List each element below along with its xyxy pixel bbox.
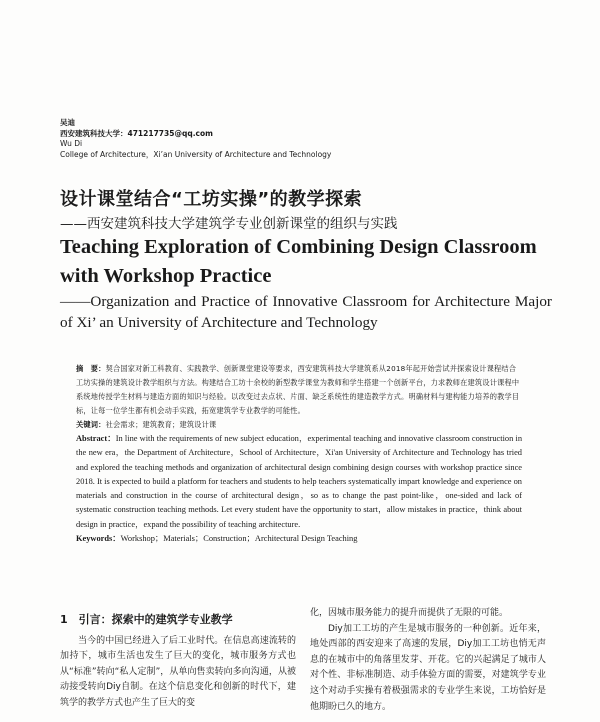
keywords-cn-label: 关键词： bbox=[76, 420, 106, 429]
body-paragraph: 当今的中国已经进入了后工业时代。在信息高速流转的加持下，城市生活也发生了巨大的变化，城市服务方式也从“标准”转向“私人定制”，从单向售卖转向多向沟通，从被动接受转向Diy自制。在这个信息变化和创新的时代下，建筑学的教学方式也产生了巨大的变 bbox=[60, 635, 296, 708]
body-paragraph-continued: 化，因城市服务能力的提升而提供了无限的可能。 bbox=[310, 608, 509, 618]
keywords-cn bbox=[76, 418, 522, 432]
body-column-left bbox=[60, 612, 296, 712]
subtitle-cn: ——西安建筑科技大学建筑学专业创新课堂的组织与实践 bbox=[60, 216, 398, 232]
author-name-en: Wu Di bbox=[60, 139, 83, 148]
abstract-en-label: Abstract： bbox=[76, 434, 116, 443]
keywords-en-text: Workshop；Materials；Construction；Architectural Design Teaching bbox=[120, 534, 358, 544]
abstract-en bbox=[76, 432, 522, 532]
author-block bbox=[60, 118, 331, 160]
abstract-cn-label: 摘 要： bbox=[76, 364, 106, 373]
abstract-cn-text: 契合国家对新工科教育、实践教学、创新课堂建设等要求，西安建筑科技大学建筑系从2018年起开始尝试并探索设计课程结合工坊实操的建筑设计教学组织与方法。构建结合工坊十余校的新型教学课堂为教师和学生搭建一个创新平台，力求教师在建筑设计课程中系统地传授学生材料与建造方面的知识与经验。以改变过去点状、片面、缺乏系统性的建造教学方式。明确材料与建构能力培养的教学目标，让每一位学生都有机会动手实践，拓宽建筑学专业教学的可能性。 bbox=[76, 364, 520, 415]
abstract-cn bbox=[76, 362, 522, 418]
title-cn: 设计课堂结合“工坊实操”的教学探索 bbox=[60, 189, 363, 210]
body-paragraph: Diy加工工坊的产生是城市服务的一种创新。近年来，地处西部的西安迎来了高速的发展，Diy加工工坊也悄无声息的在城市中的角落里发芽、开花。它的兴起满足了城市人对个性、非标准制造、动手体验方面的需要，对建筑学专业这个对动手实操有着极强需求的专业学生来说，工坊恰好是他期盼已久的地方。 bbox=[310, 623, 546, 712]
keywords-cn-text: 社会需求；建筑教育；建筑设计课 bbox=[105, 420, 217, 429]
author-affiliation-cn: 西安建筑科技大学：471217735@qq.com bbox=[60, 128, 213, 138]
body-column-right bbox=[310, 606, 546, 715]
keywords-en-label: Keywords： bbox=[76, 534, 121, 544]
title-en: Teaching Exploration of Combining Design Classroom with Workshop Practice bbox=[60, 236, 537, 287]
keywords-en bbox=[76, 532, 522, 546]
author-name-cn: 吴迪 bbox=[60, 118, 75, 127]
abstract-en-text: In line with the requirements of new subject education，experimental teaching and innovative classroom construction in the new era，the Department of Architecture，School of Architecture，Xi'an University of Architecture and Technology has tried and explored the teaching methods and organization of architectural design combining design courses with workshop practice since 2018. It is expected to build a platform for teachers and students to help teachers systematically impart knowledge and experience on materials and construction in the course of architectural design，so as to change the past point-like，one-sided and lack of systematic construction teaching methods. Let every student have the opportunity to start，allow mistakes in practice，think about design in practice，expand the possibility of teaching architecture. bbox=[76, 434, 523, 529]
section-heading: 1 引言：探索中的建筑学专业教学 bbox=[60, 613, 233, 626]
abstract-block bbox=[76, 362, 522, 546]
author-affiliation-en: College of Architecture，Xi’an University of Architecture and Technology bbox=[60, 149, 332, 159]
subtitle-en: ——Organization and Practice of Innovative Classroom for Architecture Major of Xi’ an University of Architecture and Technology bbox=[60, 293, 552, 331]
